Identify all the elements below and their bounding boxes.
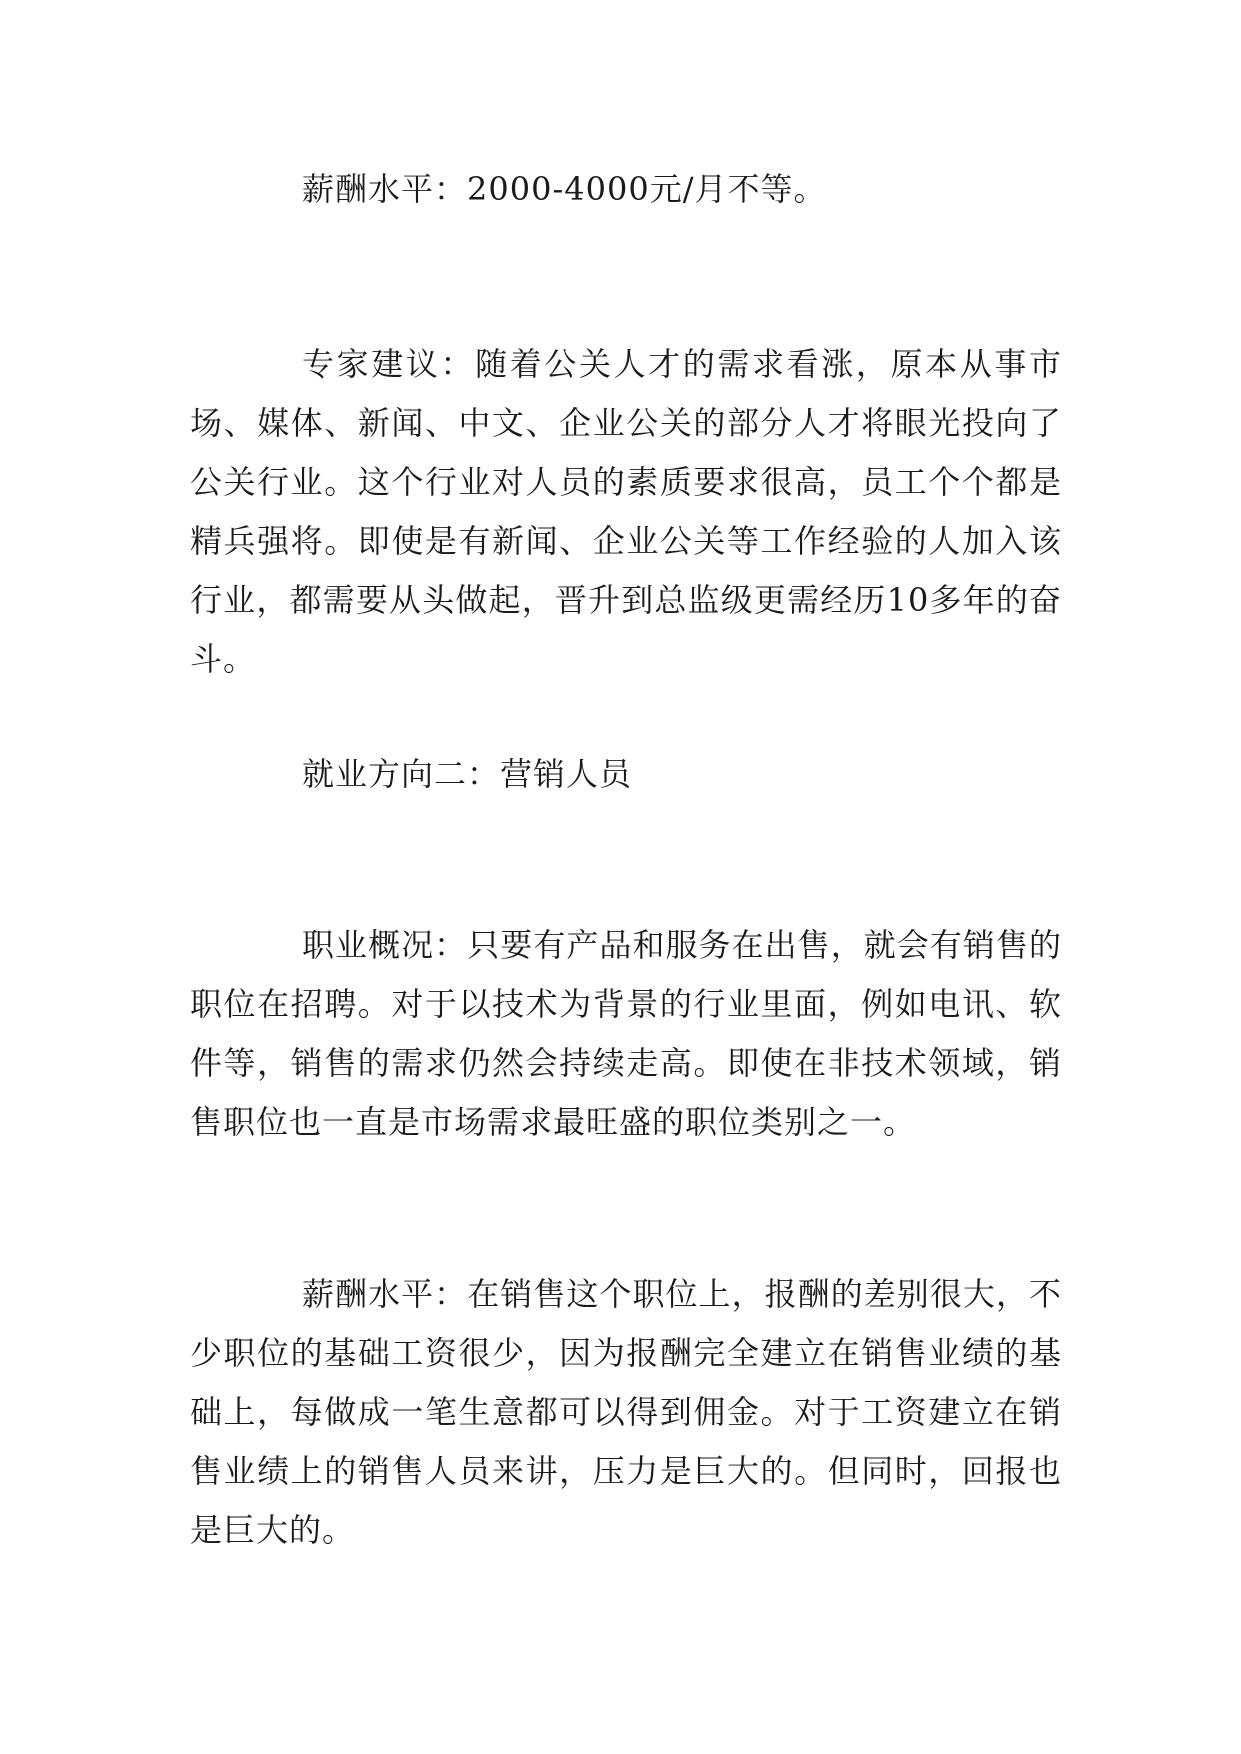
expert-advice-paragraph: 专家建议：随着公关人才的需求看涨，原本从事市场、媒体、新闻、中文、企业公关的部分人才将眼光投向了公关行业。这个行业对人员的素质要求很高，员工个个都是精兵强将。即使是有新闻、企业公关等工作经验的人加入该行业，都需要从头做起，晋升到总监级更需经历10多年的奋斗。 [190,345,1062,678]
salary-level-paragraph: 薪酬水平：2000-4000元/月不等。 [302,170,827,208]
career-overview-paragraph: 职业概况：只要有产品和服务在出售，就会有销售的职位在招聘。对于以技术为背景的行业里面，例如电讯、软件等，销售的需求仍然会持续走高。即使在非技术领域，销售职位也一直是市场需求最旺盛的职位类别之一。 [190,926,1062,1141]
sales-salary-paragraph: 薪酬水平：在销售这个职位上，报酬的差别很大，不少职位的基础工资很少，因为报酬完全建立在销售业绩的基础上，每做成一笔生意都可以得到佣金。对于工资建立在销售业绩上的销售人员来讲，压力是巨大的。但同时，回报也是巨大的。 [190,1275,1062,1549]
career-direction-heading: 就业方向二：营销人员 [302,755,633,793]
